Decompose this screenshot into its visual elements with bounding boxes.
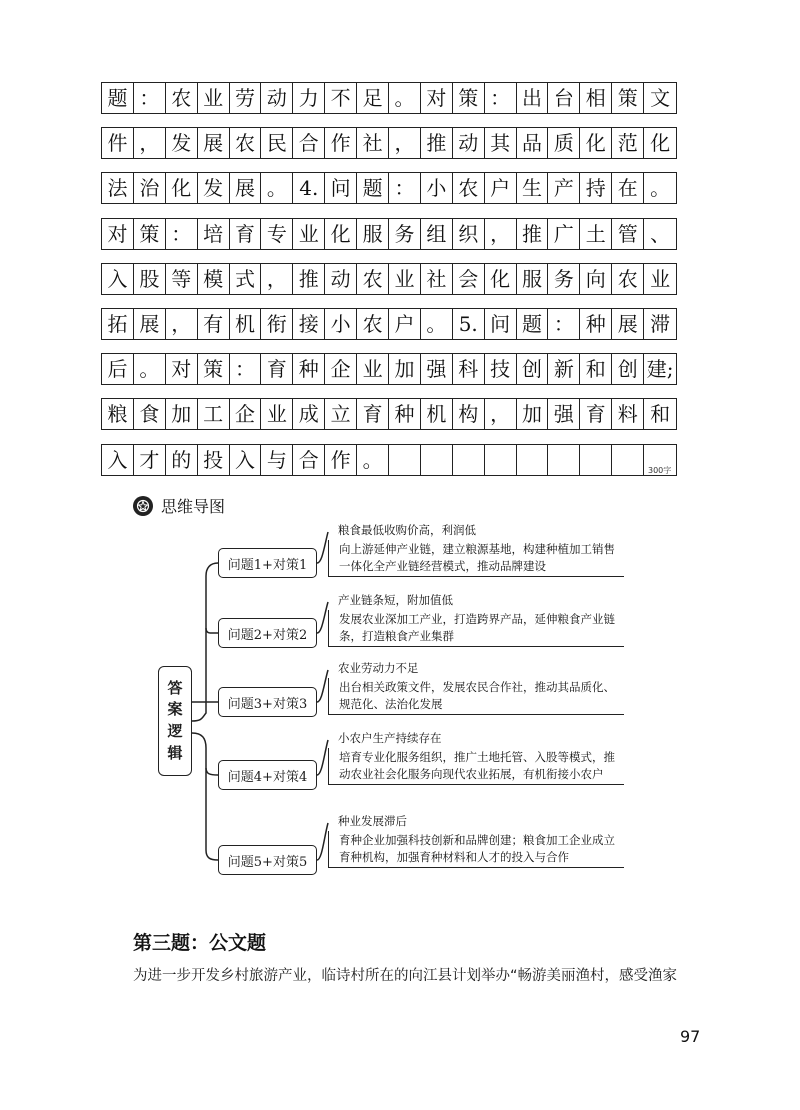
grid-cell: 品 bbox=[517, 128, 549, 158]
grid-cell bbox=[580, 445, 612, 475]
grid-cell: ： bbox=[548, 309, 580, 339]
section-title: 第三题：公文题 bbox=[133, 932, 267, 954]
grid-cell: 题 bbox=[102, 83, 134, 113]
leaf-body: 出台相关政策文件，发展农民合作社，推动其品质化、规范化、法治化发展 bbox=[328, 678, 624, 715]
flower-icon bbox=[133, 496, 153, 516]
grid-cell: 策 bbox=[134, 219, 166, 249]
grid-cell: 5. bbox=[453, 309, 485, 339]
grid-cell: 股 bbox=[134, 264, 166, 294]
grid-cell: 动 bbox=[453, 128, 485, 158]
grid-cell: 件 bbox=[102, 128, 134, 158]
grid-cell: 台 bbox=[548, 83, 580, 113]
grid-cell: 机 bbox=[230, 309, 262, 339]
grid-cell: 会 bbox=[453, 264, 485, 294]
grid-cell: ： bbox=[230, 354, 262, 384]
grid-cell: 。 bbox=[389, 83, 421, 113]
grid-cell: 有 bbox=[198, 309, 230, 339]
grid-cell: 专 bbox=[261, 219, 293, 249]
grid-row bbox=[101, 82, 677, 114]
root-char: 案 bbox=[167, 700, 183, 719]
grid-cell: 才 bbox=[134, 445, 166, 475]
grid-cell: 生 bbox=[517, 173, 549, 203]
leaf-title: 粮食最低收购价高，利润低 bbox=[338, 523, 476, 537]
grid-row bbox=[101, 263, 677, 295]
grid-cell: 织 bbox=[453, 219, 485, 249]
grid-cell: 。 bbox=[261, 173, 293, 203]
grid-cell: 作 bbox=[325, 445, 357, 475]
root-char: 答 bbox=[167, 678, 183, 697]
grid-cell: 推 bbox=[293, 264, 325, 294]
mindmap-heading bbox=[133, 494, 225, 517]
grid-cell: 加 bbox=[166, 399, 198, 429]
grid-cell: 入 bbox=[102, 445, 134, 475]
grid-cell: 文 bbox=[650, 86, 671, 110]
grid-cell bbox=[548, 445, 580, 475]
grid-cell: 社 bbox=[421, 264, 453, 294]
grid-cell: 质 bbox=[548, 128, 580, 158]
grid-cell: 业 bbox=[261, 399, 293, 429]
grid-cell: 化 bbox=[650, 131, 671, 156]
branch-node-2: 问题2+对策2 bbox=[218, 618, 317, 648]
branch-node-4: 问题4+对策4 bbox=[218, 760, 317, 790]
grid-cell: 范 bbox=[612, 128, 644, 158]
grid-cell: 发 bbox=[166, 128, 198, 158]
branch-node-3: 问题3+对策3 bbox=[218, 687, 317, 717]
grid-row bbox=[101, 444, 677, 476]
grid-cell: 出 bbox=[517, 83, 549, 113]
grid-cell: 育 bbox=[580, 399, 612, 429]
root-char: 辑 bbox=[167, 743, 183, 762]
grid-cell: 广 bbox=[548, 219, 580, 249]
grid-cell: 问 bbox=[325, 173, 357, 203]
grid-cell: 业 bbox=[389, 264, 421, 294]
grid-cell: 接 bbox=[293, 309, 325, 339]
grid-cell: 展 bbox=[134, 309, 166, 339]
grid-cell: 强 bbox=[421, 354, 453, 384]
grid-cell: 相 bbox=[580, 83, 612, 113]
leaf-title: 种业发展滞后 bbox=[338, 814, 407, 828]
grid-cell: 种 bbox=[389, 399, 421, 429]
grid-cell: 的 bbox=[166, 445, 198, 475]
mindmap-heading-text: 思维导图 bbox=[161, 497, 226, 516]
grid-cell: 推 bbox=[421, 128, 453, 158]
grid-cell: 策 bbox=[198, 354, 230, 384]
grid-cell: ， bbox=[389, 128, 421, 158]
grid-cell: 。 bbox=[650, 176, 671, 201]
grid-cell: 社 bbox=[357, 128, 389, 158]
leaf-title: 产业链条短，附加值低 bbox=[338, 593, 453, 607]
grid-cell: 衔 bbox=[261, 309, 293, 339]
grid-cell: 和 bbox=[650, 402, 671, 427]
grid-cell: 入 bbox=[102, 264, 134, 294]
grid-cell: ： bbox=[166, 219, 198, 249]
grid-cell: 。 bbox=[357, 445, 389, 475]
grid-cell: 机 bbox=[421, 399, 453, 429]
grid-cell: 业 bbox=[357, 354, 389, 384]
grid-cell: 农 bbox=[357, 264, 389, 294]
grid-cell: 化 bbox=[166, 173, 198, 203]
grid-cell: 发 bbox=[198, 173, 230, 203]
grid-cell: 动 bbox=[261, 83, 293, 113]
grid-cell: 后 bbox=[102, 354, 134, 384]
grid-cell bbox=[612, 445, 644, 475]
page-number: 97 bbox=[680, 1027, 701, 1046]
grid-cell bbox=[517, 445, 549, 475]
grid-cell: 工 bbox=[198, 399, 230, 429]
grid-row bbox=[101, 172, 677, 204]
grid-cell: 向 bbox=[580, 264, 612, 294]
grid-cell: 模 bbox=[198, 264, 230, 294]
grid-cell: 持 bbox=[580, 173, 612, 203]
grid-row bbox=[101, 398, 677, 430]
grid-cell: 农 bbox=[230, 128, 262, 158]
grid-cell: 足 bbox=[357, 83, 389, 113]
root-char: 逻 bbox=[167, 722, 183, 740]
grid-cell: 育 bbox=[261, 354, 293, 384]
grid-cell: 粮 bbox=[102, 399, 134, 429]
grid-cell bbox=[421, 445, 453, 475]
grid-cell: 策 bbox=[612, 83, 644, 113]
grid-cell: 户 bbox=[485, 173, 517, 203]
grid-cell: 展 bbox=[230, 173, 262, 203]
grid-cell: 管 bbox=[612, 219, 644, 249]
grid-row bbox=[101, 218, 677, 250]
grid-cell: 治 bbox=[134, 173, 166, 203]
grid-row bbox=[101, 353, 677, 385]
grid-cell: 料 bbox=[612, 399, 644, 429]
grid-cell bbox=[389, 445, 421, 475]
grid-cell: 在 bbox=[612, 173, 644, 203]
branch-node-5: 问题5+对策5 bbox=[218, 845, 317, 875]
section-body-text: 为进一步开发乡村旅游产业，临诗村所在的向江县计划举办“畅游美丽渔村，感受渔家 bbox=[133, 968, 678, 984]
grid-cell: 育 bbox=[230, 219, 262, 249]
leaf-body: 培育专业化服务组织，推广土地托管、入股等模式，推动农业社会化服务向现代农业拓展，有机衔接小农户 bbox=[328, 748, 624, 785]
grid-cell: 育 bbox=[357, 399, 389, 429]
grid-cell: 农 bbox=[612, 264, 644, 294]
grid-row bbox=[101, 308, 677, 340]
grid-cell: 展 bbox=[612, 309, 644, 339]
grid-cell: ， bbox=[485, 219, 517, 249]
grid-cell: 农 bbox=[357, 309, 389, 339]
grid-cell: 培 bbox=[198, 219, 230, 249]
branch-leaf-5 bbox=[328, 813, 624, 868]
grid-cell: 业 bbox=[650, 266, 671, 291]
leaf-title: 小农户生产持续存在 bbox=[338, 731, 442, 745]
grid-cell: 小 bbox=[325, 309, 357, 339]
grid-cell: ， bbox=[166, 309, 198, 339]
grid-cell: 、 bbox=[650, 221, 671, 246]
leaf-body: 育种企业加强科技创新和品牌创建；粮食加工企业成立育种机构，加强育种材料和人才的投入与合作 bbox=[328, 831, 624, 868]
grid-cell: 力 bbox=[293, 83, 325, 113]
branch-leaf-3 bbox=[328, 660, 624, 715]
grid-cell: 对 bbox=[166, 354, 198, 384]
grid-cell: 强 bbox=[548, 399, 580, 429]
branch-leaf-2 bbox=[328, 592, 624, 647]
grid-cell: 户 bbox=[389, 309, 421, 339]
grid-cell: ： bbox=[389, 173, 421, 203]
grid-cell: 合 bbox=[293, 128, 325, 158]
grid-cell: ， bbox=[134, 128, 166, 158]
grid-cell: 组 bbox=[421, 219, 453, 249]
grid-cell bbox=[453, 445, 485, 475]
grid-cell: 土 bbox=[580, 219, 612, 249]
grid-cell: 法 bbox=[102, 173, 134, 203]
leaf-body: 向上游延伸产业链，建立粮源基地，构建种植加工销售一体化全产业链经营模式，推动品牌建设 bbox=[328, 540, 624, 577]
grid-cell: 成 bbox=[293, 399, 325, 429]
branch-leaf-4 bbox=[328, 730, 624, 785]
grid-cell: 作 bbox=[325, 128, 357, 158]
composition-grid bbox=[101, 82, 677, 476]
grid-cell: 创 bbox=[517, 354, 549, 384]
grid-cell: 推 bbox=[517, 219, 549, 249]
grid-cell: 食 bbox=[134, 399, 166, 429]
grid-cell: 服 bbox=[357, 219, 389, 249]
mindmap-root-node bbox=[158, 666, 192, 776]
grid-cell: ： bbox=[134, 83, 166, 113]
grid-cell: ， bbox=[261, 264, 293, 294]
grid-cell: 建; bbox=[646, 357, 674, 382]
grid-cell: 业 bbox=[293, 219, 325, 249]
grid-cell: 务 bbox=[389, 219, 421, 249]
grid-cell: 展 bbox=[198, 128, 230, 158]
grid-cell: 业 bbox=[198, 83, 230, 113]
grid-cell: 入 bbox=[230, 445, 262, 475]
leaf-body: 发展农业深加工产业，打造跨界产品，延伸粮食产业链条，打造粮食产业集群 bbox=[328, 610, 624, 647]
grid-cell: 拓 bbox=[102, 309, 134, 339]
grid-cell: 企 bbox=[230, 399, 262, 429]
grid-row bbox=[101, 127, 677, 159]
grid-cell: 合 bbox=[293, 445, 325, 475]
grid-cell: 劳 bbox=[230, 83, 262, 113]
grid-cell: 滞 bbox=[650, 311, 671, 336]
grid-cell: 不 bbox=[325, 83, 357, 113]
grid-cell bbox=[485, 445, 517, 475]
grid-cell: 题 bbox=[517, 309, 549, 339]
grid-cell: 科 bbox=[453, 354, 485, 384]
mind-map bbox=[150, 518, 630, 893]
grid-cell: 立 bbox=[325, 399, 357, 429]
grid-cell: 产 bbox=[548, 173, 580, 203]
grid-cell: 构 bbox=[453, 399, 485, 429]
grid-cell: 化 bbox=[580, 128, 612, 158]
grid-cell: 化 bbox=[485, 264, 517, 294]
grid-cell: 和 bbox=[580, 354, 612, 384]
grid-cell: 问 bbox=[485, 309, 517, 339]
grid-cell: 。 bbox=[421, 309, 453, 339]
grid-cell: 对 bbox=[102, 219, 134, 249]
grid-cell: 动 bbox=[325, 264, 357, 294]
branch-leaf-1 bbox=[328, 522, 624, 577]
grid-cell: 创 bbox=[612, 354, 644, 384]
grid-cell: 化 bbox=[325, 219, 357, 249]
grid-cell: 新 bbox=[548, 354, 580, 384]
grid-cell: 企 bbox=[325, 354, 357, 384]
grid-cell: 等 bbox=[166, 264, 198, 294]
grid-cell: 服 bbox=[517, 264, 549, 294]
grid-cell: 对 bbox=[421, 83, 453, 113]
grid-cell: 式 bbox=[230, 264, 262, 294]
grid-cell: 与 bbox=[261, 445, 293, 475]
grid-cell: 题 bbox=[357, 173, 389, 203]
grid-cell: 农 bbox=[453, 173, 485, 203]
grid-cell: 农 bbox=[166, 83, 198, 113]
grid-cell: 种 bbox=[293, 354, 325, 384]
grid-cell: 其 bbox=[485, 128, 517, 158]
leaf-title: 农业劳动力不足 bbox=[338, 661, 419, 675]
grid-cell: 策 bbox=[453, 83, 485, 113]
grid-cell: 。 bbox=[134, 354, 166, 384]
grid-cell: 4. bbox=[293, 173, 325, 203]
grid-cell: 务 bbox=[548, 264, 580, 294]
grid-cell: 投 bbox=[198, 445, 230, 475]
grid-cell: 加 bbox=[517, 399, 549, 429]
grid-cell: 加 bbox=[389, 354, 421, 384]
grid-cell: 小 bbox=[421, 173, 453, 203]
grid-cell: 种 bbox=[580, 309, 612, 339]
grid-cell: 技 bbox=[485, 354, 517, 384]
grid-cell: ， bbox=[485, 399, 517, 429]
grid-cell: ： bbox=[485, 83, 517, 113]
word-count-label: 300字 bbox=[648, 466, 672, 475]
grid-cell: 民 bbox=[261, 128, 293, 158]
branch-node-1: 问题1+对策1 bbox=[218, 548, 317, 578]
